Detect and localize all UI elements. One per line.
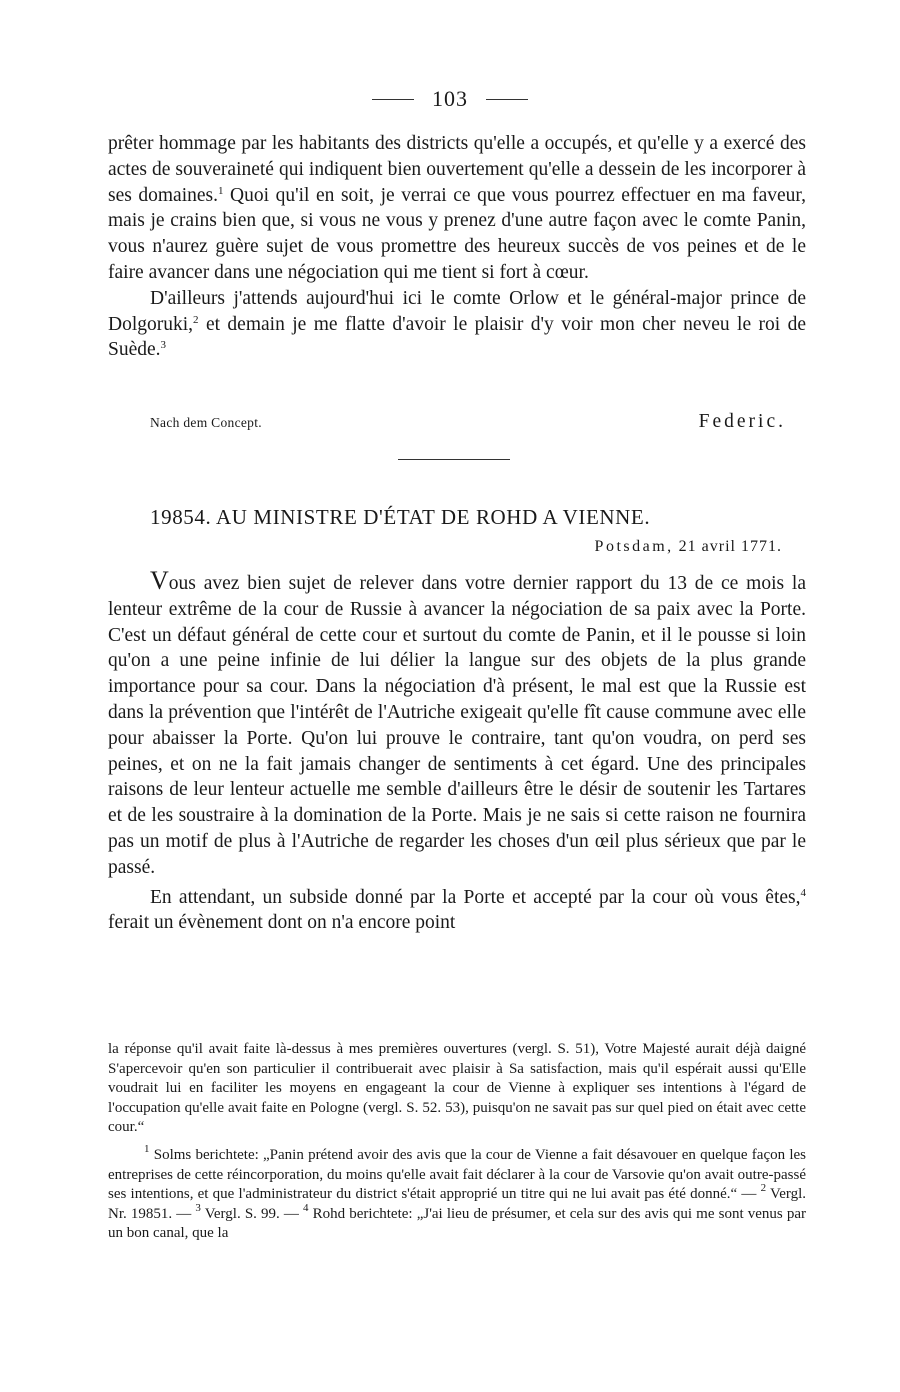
document-title: 19854. AU MINISTRE D'ÉTAT DE ROHD A VIENNE. — [150, 505, 651, 529]
footnotes — [108, 1040, 806, 1244]
footnote-marker: 3 — [195, 1201, 201, 1214]
initial-letter: V — [150, 566, 169, 595]
page-header — [0, 86, 900, 112]
source-note: Nach dem Concept. — [150, 415, 262, 430]
letter-paragraph: Vous avez bien sujet de relever dans votre dernier rapport du 13 de ce mois la lenteur extrême de la cour de Russie à avancer la négociation de sa paix avec la Porte. C'est un défaut général de cette cour et surtout du comte de Panin, et il le pousse si loin qu'on a une peine infinie de lui délier la langue sur des objets de la plus grande importance pour sa cour. Dans la négociation d'à présent, le mal est que la Russie est dans la prévention que l'intérêt de l'Autriche exigeait qu'elle fît cause commune avec elle pour abaisser la Porte. Qu'on lui prouve le contraire, tant qu'on voudra, on perd ses peines, et on ne la fait jamais changer de sentiments à cet égard. Une des principales raisons de leur lenteur actuelle me semble d'ailleurs être le désir de soutenir les Tartares et de les soustraire à la domination de la Porte. Mais je ne sais si cette raison ne fournira pas un motif de plus à l'Autriche de regarder les choses d'un œil plus sérieux que par le passé. — [108, 566, 806, 878]
footnote-ref: 1 — [218, 184, 224, 197]
section-divider — [398, 459, 510, 460]
letter-paragraph: En attendant, un subside donné par la Porte et accepté par la cour où vous êtes,$^4$ ferait un évènement dont on n'a encore point — [108, 886, 806, 934]
footnote-marker: 2 — [760, 1182, 767, 1195]
dateline-date: 21 avril 1771. — [678, 538, 782, 555]
letter-continuation — [108, 131, 806, 363]
letter-paragraph: prêter hommage par les habitants des districts qu'elle a occupés, et qu'elle y a exercé des actes de souveraineté qui indiquent bien ouvertement qu'elle a dessein de les incorporer à ses domaines.$^1$ Quoi qu'il en soit, je verrai ce que vous pourrez effectuer en ma faveur, mais je crains bien que, si vous ne vous y prenez d'une autre façon avec le comte Panin, vous n'aurez guère sujet de vous promettre des heureux succès de vos peines et de le faire avancer dans une négociation qui me tient si fort à cœur. — [108, 133, 806, 283]
footnote-marker: 1 — [144, 1142, 150, 1155]
footnote-continuation: la réponse qu'il avait faite là-dessus à mes premières ouvertures (vergl. S. 51), Votre Majesté aurait déjà daigné S'apercevoir qu'en son particulier il contribuerait avec plaisir à Sa satisfaction, mais qu'il espérait aussi qu'Elle voudrait lui en faciliter les moyens en engageant la cour de Vienne à expliquer ses intentions à l'égard de l'occupation qu'elle avait faite en Pologne (vergl. S. 52. 53), puisqu'on ne savait pas sur quel pied on était avec cette cour.“ — [108, 1041, 806, 1136]
footnote-ref: 2 — [193, 313, 199, 326]
header-rule-right — [486, 99, 528, 100]
footnote-3: Vergl. S. 99. — — [200, 1205, 304, 1222]
signature: Federic. — [698, 411, 786, 432]
footnote-ref: 4 — [800, 886, 806, 899]
letter-body — [108, 568, 806, 936]
footnote-ref: 3 — [160, 339, 167, 352]
footnote-list — [108, 1142, 807, 1244]
dateline — [595, 538, 782, 556]
dateline-place: Potsdam, — [594, 538, 674, 555]
footnote-marker: 4 — [303, 1201, 309, 1214]
header-rule-left — [372, 99, 414, 100]
signature-row — [150, 411, 786, 433]
footnote-1: Solms berichtete: „Panin prétend avoir des avis que la cour de Vienne a fait désavouer en quelque façon les entreprises de cette réincorporation, du moins qu'elle avait fait déclarer à la cour de Varsovie qu'on avait outre-passé ses intentions, et que l'administrateur du district s'était approprié un titre qui ne lui avait pas été donné.“ — — [108, 1146, 806, 1203]
page-number: 103 — [432, 86, 468, 111]
footnote-2: Vergl. Nr. 19851. — — [108, 1186, 806, 1222]
footnote-4: Rohd berichtete: „J'ai lieu de présumer, et cela sur des avis qui me sont venus par un bon canal, que la — [108, 1205, 807, 1242]
letter-paragraph: D'ailleurs j'attends aujourd'hui ici le comte Orlow et le général-major prince de Dolgoruki,$^2$ et demain je me flatte d'avoir le plaisir d'y voir mon cher neveu le roi de Suède.$^3$ — [108, 287, 806, 361]
